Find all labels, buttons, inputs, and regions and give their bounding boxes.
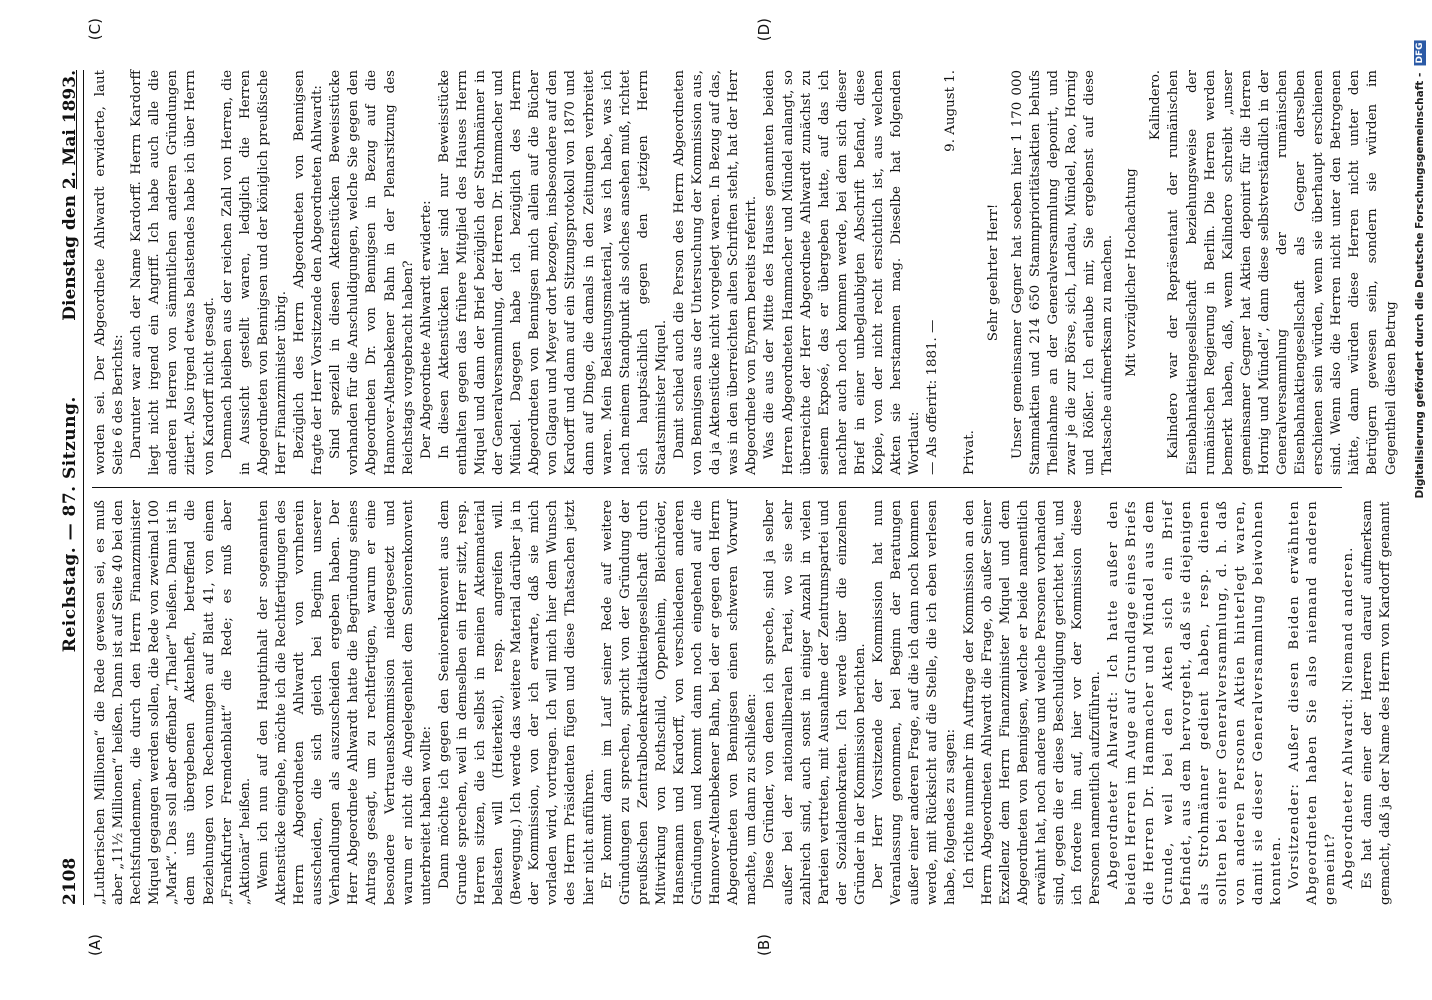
text-columns xyxy=(92,70,1399,905)
margin-mark-c: (C) xyxy=(86,18,104,41)
letter-dateline: — Als offerirt: 1881. — xyxy=(925,319,941,475)
dfg-logo: DFG xyxy=(1415,42,1425,64)
date-prefix: Dienstag den xyxy=(60,195,80,321)
margin-mark-d: (D) xyxy=(755,18,773,42)
margin-mark-a: (A) xyxy=(86,934,104,956)
paragraph: „Lutherischen Millionen“ die Rede gewesen sei, es muß aber „11½ Millionen“ heißen. Dann ist auf Seite 40 bei den Rechtsfundenmen, die durch den Herrn Finanzminister Miquel gegangen werden sollen, die Rede von zweimal 100 „Mark“. Das soll aber offenbar „Thaler“ heißen. Dann ist in dem uns übergebenen Aktenheft, betreffend die Beziehungen von Rechenungen auf Blatt 41, von einem „Frankfurter Fremdenblatt“ die Rede; es muß aber „Aktionär“ heißen. xyxy=(93,500,253,905)
speaker-paragraph: Vorsitzender: Außer diesen Beiden erwähnten Abgeordneten haben Sie also niemand anderen gemeint? xyxy=(1287,500,1339,905)
quote-paragraph: Darunter war auch der Name Kardorff. Herrn Kardorff liegt nicht irgend ein Angriff. Ich habe auch alle die anderen Herren von sämmtlichen anderen Gründungen zitiert. Also irgend etwas belastendes habe ich über Herrn von Kardorff nicht gesagt. xyxy=(129,70,217,475)
date-value: 2. Mai 1893. xyxy=(60,70,80,190)
paragraph: Der Abgeordnete Ahlwardt erwiderte: xyxy=(418,200,434,459)
dfg-credit-text: Digitalisierung gefördert durch die Deutsche Forschungsgemeinschaft - xyxy=(1414,72,1426,499)
letter-salutation: Sehr geehrter Herr! xyxy=(985,203,1001,342)
letter-privat: Privat. xyxy=(961,430,977,475)
quote-paragraph: Diese Gründer, von denen ich spreche, sind ja selber außer bei der nationalliberalen Partei, wo sie sehr zahlreich sind, auch sonst in einiger Anzahl in vielen Parteien vertreten, mit Ausnahme der Zentrumspartei und der Sozialdemokraten. Ich werde über die einzelnen Gründer in der Kommission berichten. xyxy=(762,500,868,905)
paragraph: worden sei. Der Abgeordnete Ahlwardt erwiderte, laut Seite 6 des Berichts: xyxy=(93,70,127,475)
left-column xyxy=(92,488,1393,905)
paragraph: Er kommt dann im Lauf seiner Rede auf weitere Gründungen zu sprechen, spricht von der Gründung der preußischen Zentralbodenkreditaktiengesellschaft durch Mitwirkung von Rothschild, Oppenheim, Bleichröder, Hansemann und Kardorff, von verschiedenen anderen Gründungen und kommt dann noch eingehend auf die Hannover-Altenbekener Bahn, bei der er gegen den Herrn Abgeordneten von Bennigsen einen schweren Vorwurf machte, um dann zu schließen: xyxy=(599,500,760,905)
quote-paragraph: In diesen Aktenstücken hier sind nur Beweisstücke enthalten gegen das frühere Mitglied des Hauses Herrn Miquel und dann der Brief bezüglich der Strohmänner in der Generalversammlung, der Herren Dr. Hammacher und Mündel. Dagegen habe ich bezüglich des Herrn Abgeordneten von Bennigsen mich allein auf die Bücher von Glagau und Meyer dort bezogen, insbesondere auf den Kardorff und dann auf ein Sitzungsprotokoll von 1870 und dann auf Dinge, die damals in den Zeitungen verbreitet waren. Mein Belastungsmaterial, was ich habe, was ich nach meinem Standpunkt als solches ansehen muß, richtet sich hauptsächlich gegen den jetzigen Herrn Staatsminister Miquel. xyxy=(436,70,669,475)
speaker-paragraph: Abgeordneter Ahlwardt: Ich hatte außer den beiden Herren im Auge auf Grundlage eines Briefs die Herren Dr. Hammacher und Mündel aus dem Grunde, weil bei den Akten sich ein Brief befindet, aus dem hervorgeht, daß sie diejenigen als Strohmänner gedient haben, resp. dienen sollten bei einer Generalversammlung, d. h. daß von anderen Personen Aktien hinterlegt waren, damit sie dieser Generalversammlung beiwohnen konnten. xyxy=(1106,500,1285,905)
paragraph: Was die aus der Mitte des Hauses genannten beiden Herren Abgeordneten Hammacher und Mündel anlangt, so überreichte der Herr Abgeordnete Ahlwardt zunächst zu seinem Exposé, das er übergeben hatte, auf das ich nachher auch noch kommen werde, bei dem sich dieser Brief in einer unbeglaubigten Abschrift befand, diese Kopie, von der nicht recht ersichtlich ist, aus welchen Akten sie herstammen mag. Dieselbe hat folgenden Wortlaut: xyxy=(762,70,923,475)
letter-body: Unser gemeinsamer Gegner hat soeben hier 1 170 000 Stammaktien und 214 650 Stammprioritätsaktien behufs Theilnahme an der Generalversammlung deponirt, und zwar je die zur Börse, sich, Landau, Mündel, Rao, Hornig und Rößler. Ich erlaube mir, Sie ergebenst auf diese Thatsache aufmerksam zu machen. xyxy=(1009,70,1116,475)
quote-paragraph: Dann möchte ich gegen den Seniorenkonvent aus dem Grunde sprechen, weil in demselben ein Herr sitzt, resp. Herren sitzen, die ich selbst in meinen Aktenmaterial belasten will (Heiterkeit), resp. angreifen will. (Bewegung.) Ich werde das weitere Material darüber ja in der Kommission, von der ich erwarte, daß sie mich vorladen wird, vortragen. Ich will mich hier dem Wunsch des Herrn Präsidenten fügen und diese Thatsachen jetzt hier nicht anführen. xyxy=(436,500,597,905)
paragraph: Kalindero war der Repräsentant der rumänischen Eisenbahnaktiengesellschaft beziehungsweise der rumänischen Regierung in Berlin. Die Herren werden bemerkt haben, daß, wenn Kalindero schreibt „unser gemeinsamer Gegner hat Aktien deponirt für die Herren Hornig und Mündel“, dann diese selbstverständlich in der Generalversammlung der rumänischen Eisenbahnaktiengesellschaft als Gegner derselben erschienen sein würden, wenn sie überhaupt erschienen sind. Wenn also die Herren nicht unter den Betrogenen hätte, dann würden diese Herren nicht unter den Betrügern gewesen sein, sondern sie würden im Gegentheil diesen Betrug xyxy=(1166,70,1399,475)
speaker-paragraph: Abgeordneter Ahlwardt: Niemand anderen. xyxy=(1341,546,1357,889)
session-title: Reichstag. — 87. Sitzung. xyxy=(60,396,80,653)
session-date xyxy=(60,70,80,321)
letter-closing: Mit vorzüglicher Hochachtung xyxy=(1124,168,1140,377)
right-column xyxy=(92,70,1399,488)
running-head xyxy=(52,70,84,905)
paragraph: Damit schied auch die Person des Herrn Abgeordneten von Bennigsen aus der Untersuchung der Kommission aus, da ja Aktenstücke nicht vorgelegt waren. In Bezug auf das, was in den überreichten alten Schriften steht, hat der Herr Abgeordnete von Eynern bereits referirt. xyxy=(672,70,760,475)
quote-paragraph: Ich richte nunmehr im Auftrage der Kommission an den Herrn Abgeordneten Ahlwardt die Frage, ob außer Seiner Exzellenz dem Herrn Finanzminister Miquel und dem Abgeordneten von Bennigsen, welche er beide namentlich erwähnt hat, noch andere und welche Personen vorhanden sind, gegen die er diese Beschuldigung gerichtet hat, und ich fordere ihn auf, hier vor der Kommission diese Personen namentlich aufzuführen. xyxy=(961,500,1104,905)
page-number: 2108 xyxy=(60,857,80,905)
paragraph: Wenn ich nun auf den Hauptinhalt der sogenannten Aktenstücke eingehe, möchte ich die Rechtfertigungen des Herrn Abgeordneten Ahlwardt von vornherein ausscheiden, die sich gleich bei Beginn unserer Verhandlungen als auszuscheiden ergeben haben. Der Herr Abgeordnete Ahlwardt hatte die Begründung seines Antrags gesagt, um zu rechtfertigen, warum er eine besondere Vertrauenskommission niedergesetzt und warum er nicht die Angelegenheit dem Seniorenkonvent unterbreitet haben wollte: xyxy=(255,500,434,905)
letter-date: 9. August 1. xyxy=(943,70,959,152)
paragraph: Es hat dann einer der Herren darauf aufmerksam gemacht, daß ja der Name des Herrn von Kardorff genannt xyxy=(1359,500,1393,905)
paragraph: Der Herr Vorsitzende der Kommission hat nun Veranlassung genommen, bei Beginn der Beratungen außer einer anderen Frage, auf die ich dann noch kommen werde, mit Rücksicht auf die Stelle, die ich eben verlesen habe, folgendes zu sagen: xyxy=(871,500,959,905)
paragraph: Demnach bleiben aus der reichen Zahl von Herren, die in Aussicht gestellt waren, lediglich die Herren Abgeordneten von Bennigsen und der königlich preußische Herr Finanzminister übrig. xyxy=(219,70,289,475)
letter-signature: Kalindero. xyxy=(1148,70,1164,141)
paragraph: Bezüglich des Herrn Abgeordneten von Bennigsen fragte der Herr Vorsitzende den Abgeordneten Ahlwardt: xyxy=(292,70,326,475)
quote-paragraph: Sind speziell in diesen Aktenstücken Beweisstücke vorhanden für die Anschuldigungen, welche Sie gegen den Abgeordneten Dr. von Bennigsen in Bezug auf die Hannover-Altenbekener Bahn in der Plenarsitzung des Reichstags vorgebracht haben? xyxy=(328,70,416,475)
margin-mark-b: (B) xyxy=(755,934,773,956)
